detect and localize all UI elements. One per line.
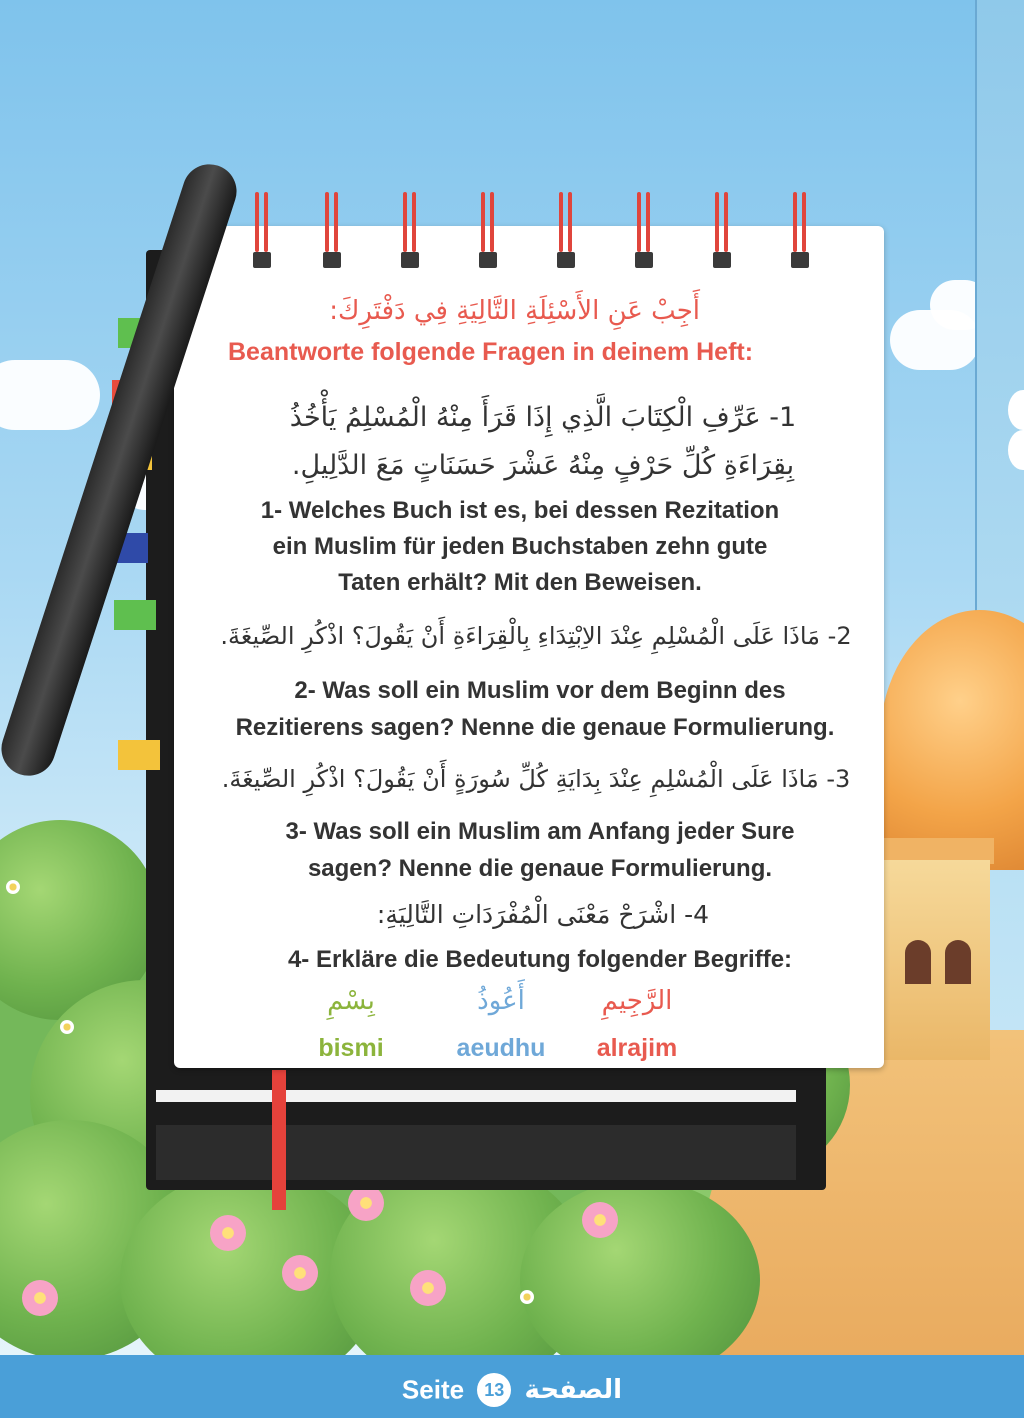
question-1-arabic: 1- عَرِّفِ الْكِتَابَ الَّذِي إِذَا قَرَأَ مِنْهُ الْمُسْلِمُ يَأْخُذُ [289,402,797,433]
notebook-cover-bottom [156,1125,796,1180]
question-4-arabic: 4- اشْرَحْ مَعْنَى الْمُفْرَدَاتِ التَّالِيَةِ: [376,900,710,929]
pink-flower [282,1255,318,1291]
notebook-page-edge [156,1090,796,1102]
ring-hole [323,252,341,268]
question-1-german: 1- Welches Buch ist es, bei dessen Rezitation [260,497,780,524]
instruction-arabic: أَجِبْ عَنِ الأَسْئِلَةِ التَّالِيَةِ فِي دَفْتَرِكَ: [329,296,700,326]
pink-flower [410,1270,446,1306]
term-latin-alrajim: alrajim [596,1034,678,1062]
question-2-german: 2- Was soll ein Muslim vor dem Beginn des [294,677,786,704]
term-latin-bismi: bismi [318,1034,384,1062]
question-2-german: Rezitierens sagen? Nenne die genaue Formulierung. [235,714,835,741]
term-latin-aeudhu: aeudhu [456,1034,546,1062]
pink-flower [22,1280,58,1316]
spiral-ring [325,192,339,252]
question-2-arabic: 2- مَاذَا عَلَى الْمُسْلِمِ عِنْدَ الاِبْتِدَاءِ بِالْقِرَاءَةِ أَنْ يَقُولَ؟ اذْكُرِ الصِّيغَةَ. [220,622,852,650]
daisy-flower [6,880,20,894]
ring-hole [635,252,653,268]
cloud [0,360,100,430]
question-3-arabic: 3- مَاذَا عَلَى الْمُسْلِمِ عِنْدَ بِدَايَةِ كُلِّ سُورَةٍ أَنْ يَقُولَ؟ اذْكُرِ الصِّيغَةَ. [221,765,851,793]
question-1-german: ein Muslim für jeden Buchstaben zehn gute [272,533,768,560]
spiral-ring [403,192,417,252]
question-1-arabic: بِقِرَاءَةِ كُلِّ حَرْفٍ مِنْهُ عَشْرَ حَسَنَاتٍ مَعَ الدَّلِيلِ. [291,450,795,481]
spiral-ring [559,192,573,252]
question-1-german: Taten erhält? Mit den Beweisen. [338,569,702,596]
notebook-tab [118,740,160,770]
pink-flower [582,1202,618,1238]
ring-hole [253,252,271,268]
page-footer [0,1373,1024,1407]
spiral-ring [255,192,269,252]
spiral-ring [715,192,729,252]
ring-hole [401,252,419,268]
bookmark-ribbon [272,1070,286,1210]
question-3-german: sagen? Nenne die genaue Formulierung. [307,855,773,882]
pink-flower [210,1215,246,1251]
ring-hole [791,252,809,268]
daisy-flower [60,1020,74,1034]
spiral-ring [637,192,651,252]
question-4-german: 4- Erkläre die Bedeutung folgender Begriffe: [287,946,793,973]
footer-label-german: Seite [401,1374,465,1405]
spiral-ring [481,192,495,252]
term-arabic-aeudhu: أَعُوذُ [477,986,525,1016]
instruction-german: Beantworte folgende Fragen in deinem Heft: [228,338,754,366]
notebook-tab [114,600,156,630]
ring-hole [479,252,497,268]
mosque-window [905,940,931,984]
question-3-german: 3- Was soll ein Muslim am Anfang jeder Sure [285,818,795,845]
daisy-flower [520,1290,534,1304]
term-arabic-bismi: بِسْمِ [327,986,375,1016]
mosque-dome [880,610,1024,870]
bush [520,1180,760,1380]
pink-flower [348,1185,384,1221]
term-arabic-alrajim: الرَّجِيمِ [601,986,673,1016]
page-number-badge: 13 [477,1373,511,1407]
ring-hole [713,252,731,268]
spiral-ring [793,192,807,252]
mosque-window [945,940,971,984]
footer-label-arabic: الصفحة [524,1375,623,1406]
ring-hole [557,252,575,268]
